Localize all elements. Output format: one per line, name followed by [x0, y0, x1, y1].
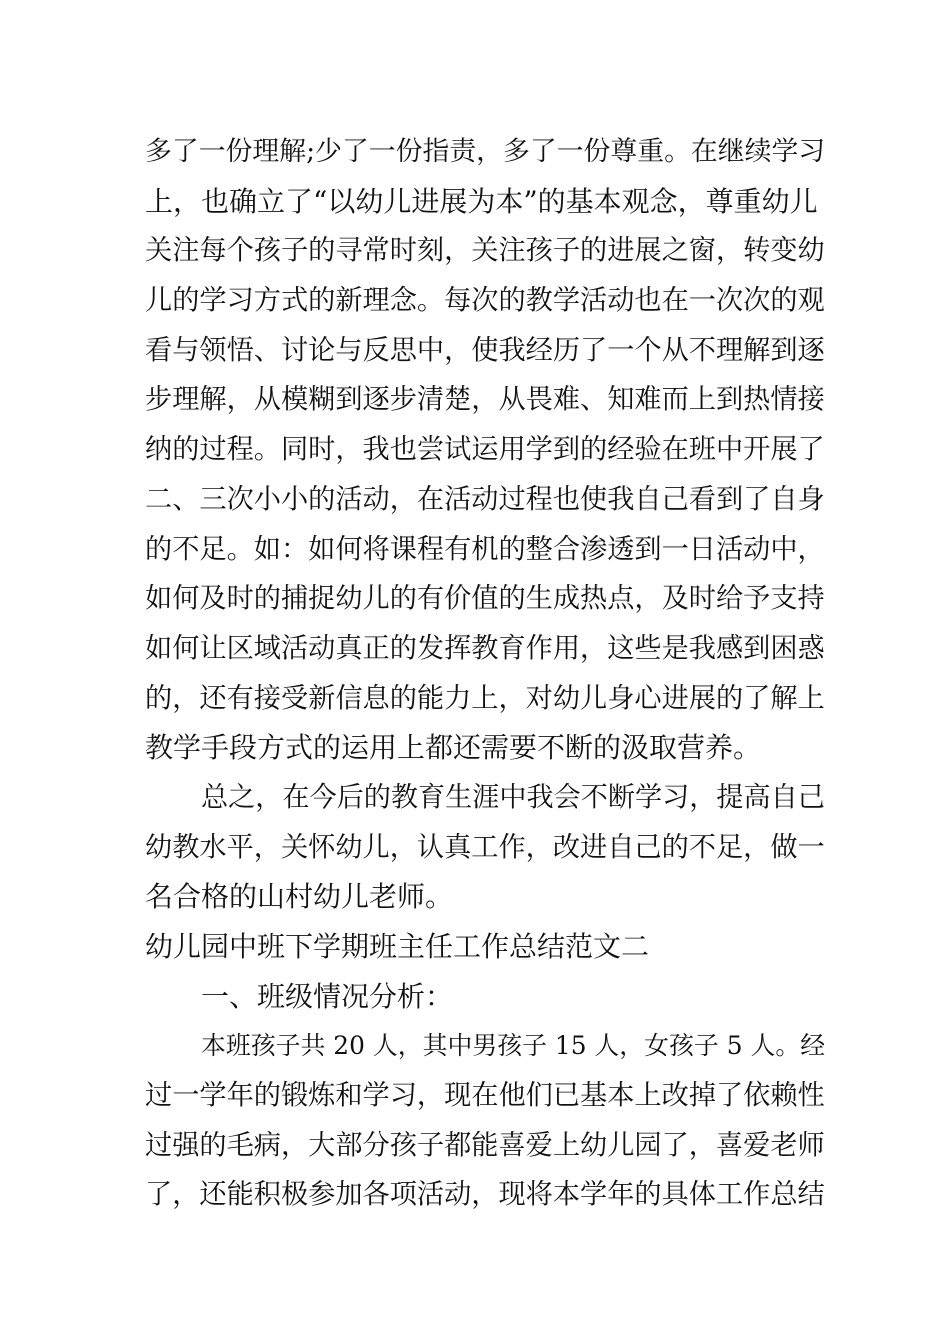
text-line: 儿的学习方式的新理念。每次的教学活动也在一次次的观: [145, 285, 825, 317]
text-line: 多了一份理解;少了一份指责，多了一份尊重。在继续学习: [145, 136, 826, 167]
text-line: 教学手段方式的运用上都还需要不断的汲取营养。: [145, 731, 762, 765]
text-line: 幼儿园中班下学期班主任工作总结范文二: [145, 930, 650, 963]
text-line: 本班孩子共 20 人，其中男孩子 15 人，女孩子 5 人。经: [201, 1031, 826, 1061]
text-line: 名合格的山村幼儿老师。: [145, 880, 454, 914]
text-line: 步理解，从模糊到逐步清楚，从畏难、知难而上到热情接: [145, 384, 825, 416]
text-line: 如何及时的捕捉幼儿的有价值的生成热点，及时给予支持: [145, 583, 825, 615]
text-line: 了，还能积极参加各项活动，现将本学年的具体工作总结: [145, 1179, 825, 1211]
text-line: 关注每个孩子的寻常时刻，关注孩子的进展之窗，转变幼: [145, 235, 825, 267]
text-line: 的不足。如：如何将课程有机的整合渗透到一日活动中，: [145, 533, 825, 565]
document-body: [145, 127, 825, 1220]
text-line: 幼教水平，关怀幼儿，认真工作，改进自己的不足，做一: [145, 831, 825, 863]
text-line: 看与领悟、讨论与反思中，使我经历了一个从不理解到逐: [145, 334, 825, 366]
text-line: 如何让区域活动真正的发挥教育作用，这些是我感到困惑: [145, 632, 825, 664]
text-line: 纳的过程。同时，我也尝试运用学到的经验在班中开展了: [145, 434, 825, 466]
text-line: 二、三次小小的活动，在活动过程也使我自己看到了自身: [145, 483, 825, 515]
text-line: 过一学年的锻炼和学习，现在他们已基本上改掉了依赖性: [145, 1080, 825, 1112]
text-line: 过强的毛病，大部分孩子都能喜爱上幼儿园了，喜爱老师: [145, 1129, 825, 1161]
text-line: 一、班级情况分析：: [201, 979, 454, 1013]
text-line: 上，也确立了“以幼儿进展为本”的基本观念，尊重幼儿: [145, 184, 818, 218]
text-line: 总之，在今后的教育生涯中我会不断学习，提高自己: [201, 781, 825, 813]
text-line: 的，还有接受新信息的能力上，对幼儿身心进展的了解上: [145, 682, 825, 714]
